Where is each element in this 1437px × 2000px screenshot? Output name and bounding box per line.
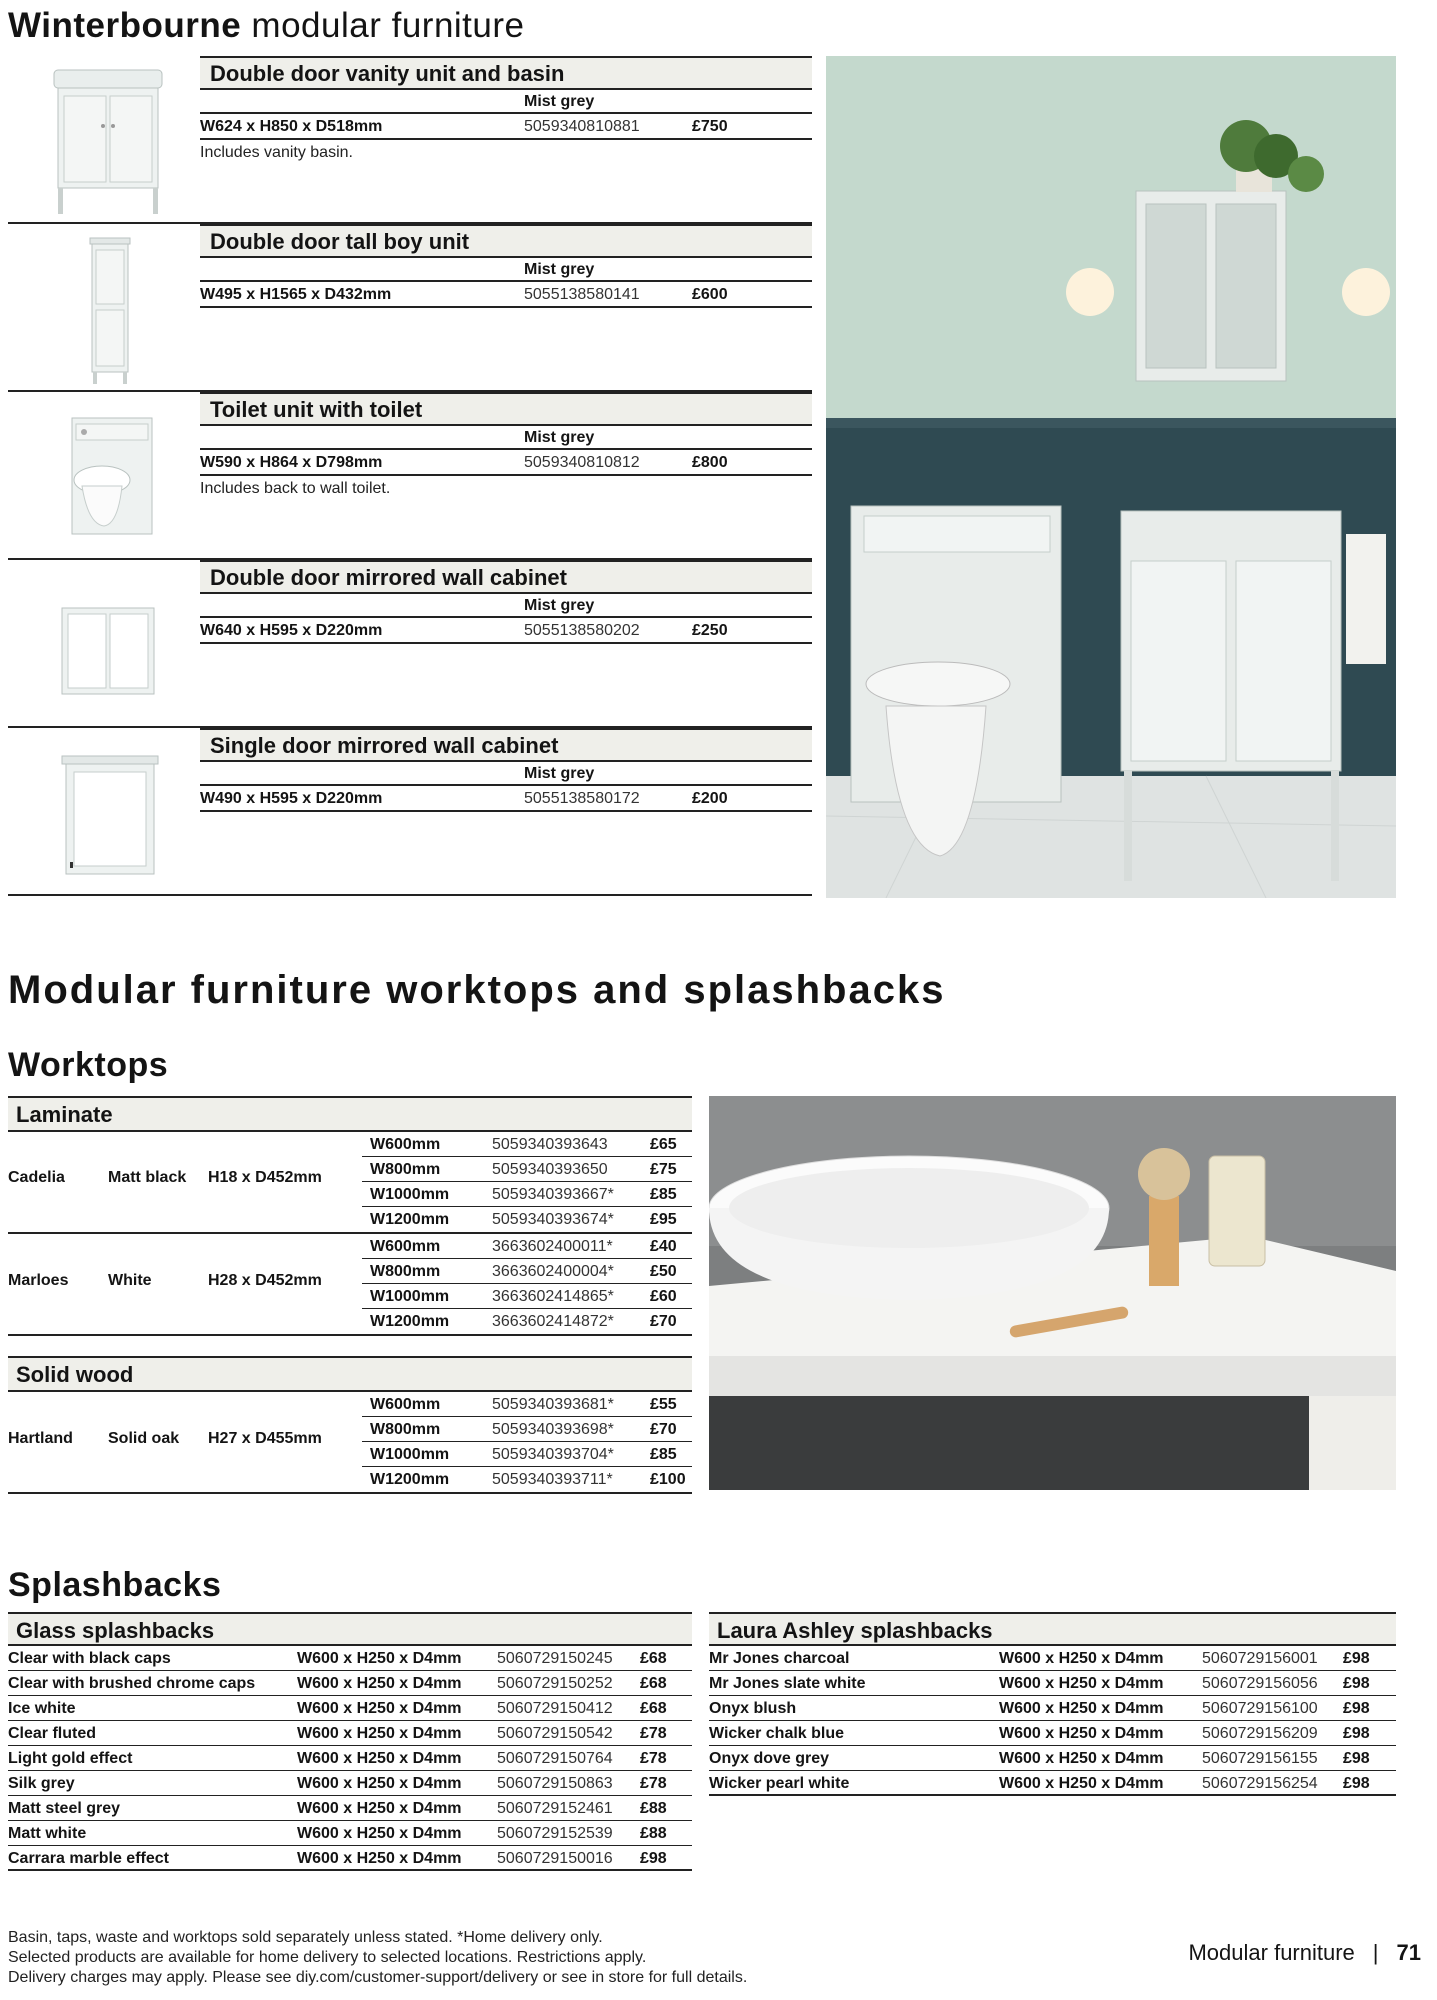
basin-worktop-photo — [709, 1096, 1396, 1490]
product-card[interactable] — [8, 392, 812, 560]
table-row: W600mm 5059340393681* £55 — [362, 1392, 692, 1417]
footer-line: Selected products are available for home delivery to selected locations. Restrictions apply. — [8, 1949, 647, 1966]
product-code: 5059340810881 — [524, 118, 640, 135]
solid-wood-label: Solid wood — [8, 1356, 692, 1392]
footer-section: Modular furniture — [1188, 1940, 1355, 1965]
table-row: W600mm 3663602400011* £40 — [362, 1234, 692, 1259]
table-row: Clear fluted W600 x H250 x D4mm 5060729150542 £78 — [8, 1721, 692, 1746]
laminate-label: Laminate — [8, 1096, 692, 1132]
footer-line: Delivery charges may apply. Please see diy.com/customer-support/delivery or see in store for full details. — [8, 1969, 748, 1986]
table-row: Onyx dove grey W600 x H250 x D4mm 5060729156155 £98 — [709, 1746, 1396, 1771]
product-dimensions: W590 x H864 x D798mm — [200, 454, 383, 471]
tall-boy-unit-image — [48, 236, 168, 386]
worktops-heading: Worktops — [8, 1046, 169, 1084]
product-name: Toilet unit with toilet — [200, 392, 812, 426]
worktop-name: Cadelia — [8, 1169, 65, 1186]
product-colour: Mist grey — [524, 93, 595, 110]
laura-ashley-splashbacks-label: Laura Ashley splashbacks — [709, 1612, 1396, 1646]
table-row: W1200mm 3663602414872* £70 — [370, 1313, 677, 1330]
glass-splashbacks-label: Glass splashbacks — [8, 1612, 692, 1646]
product-code: 5055138580172 — [524, 790, 640, 807]
bathroom-lifestyle-photo — [826, 56, 1396, 898]
worktop-name: Marloes — [8, 1272, 69, 1289]
product-price: £250 — [692, 622, 728, 639]
product-code: 5059340810812 — [524, 454, 640, 471]
table-row: Clear with black caps W600 x H250 x D4mm 5060729150245 £68 — [8, 1646, 692, 1671]
product-note: Includes back to wall toilet. — [200, 480, 391, 497]
glass-splashbacks-table — [8, 1612, 692, 1871]
table-row: Wicker chalk blue W600 x H250 x D4mm 5060729156209 £98 — [709, 1721, 1396, 1746]
product-name: Single door mirrored wall cabinet — [200, 728, 812, 762]
product-price: £750 — [692, 118, 728, 135]
product-dimensions: W624 x H850 x D518mm — [200, 118, 383, 135]
table-row: Mr Jones charcoal W600 x H250 x D4mm 5060729156001 £98 — [709, 1646, 1396, 1671]
product-dimensions: W490 x H595 x D220mm — [200, 790, 383, 807]
table-row: W800mm 5059340393698* £70 — [362, 1417, 692, 1442]
table-row: W800mm 5059340393650 £75 — [362, 1157, 692, 1182]
table-row: Carrara marble effect W600 x H250 x D4mm 5060729150016 £98 — [8, 1846, 692, 1871]
table-row: W1000mm 3663602414865* £60 — [362, 1284, 692, 1309]
laura-ashley-splashbacks-table — [709, 1612, 1396, 1796]
page-title-brand: Winterbourne — [8, 6, 242, 45]
table-row: Silk grey W600 x H250 x D4mm 5060729150863 £78 — [8, 1771, 692, 1796]
table-row: Light gold effect W600 x H250 x D4mm 5060729150764 £78 — [8, 1746, 692, 1771]
product-colour: Mist grey — [524, 597, 595, 614]
page-number: 71 — [1396, 1940, 1421, 1965]
toilet-unit-image — [48, 414, 168, 564]
page-title — [8, 6, 525, 46]
worktop-group — [8, 1234, 692, 1336]
product-code: 5055138580141 — [524, 286, 640, 303]
product-note: Includes vanity basin. — [200, 144, 353, 161]
table-row: Clear with brushed chrome caps W600 x H250 x D4mm 5060729150252 £68 — [8, 1671, 692, 1696]
worktop-size: H27 x D455mm — [208, 1430, 322, 1447]
product-colour: Mist grey — [524, 765, 595, 782]
footer-note — [8, 1928, 747, 1988]
single-mirror-cabinet-image — [48, 750, 168, 900]
table-row: Onyx blush W600 x H250 x D4mm 5060729156100 £98 — [709, 1696, 1396, 1721]
table-row: W800mm 3663602400004* £50 — [362, 1259, 692, 1284]
worktop-group — [8, 1132, 692, 1234]
solid-wood-table — [8, 1356, 692, 1494]
product-card[interactable] — [8, 224, 812, 392]
table-row: Matt white W600 x H250 x D4mm 5060729152539 £88 — [8, 1821, 692, 1846]
worktop-size: H28 x D452mm — [208, 1272, 322, 1289]
worktop-finish: Matt black — [108, 1169, 187, 1186]
splashbacks-heading: Splashbacks — [8, 1566, 222, 1604]
product-price: £200 — [692, 790, 728, 807]
table-row: W600mm 5059340393643 £65 — [362, 1132, 692, 1157]
worktop-finish: Solid oak — [108, 1430, 180, 1447]
table-row: W1000mm 5059340393667* £85 — [362, 1182, 692, 1207]
table-row: W1000mm 5059340393704* £85 — [362, 1442, 692, 1467]
section-title: Modular furniture worktops and splashbacks — [8, 968, 946, 1012]
product-dimensions: W640 x H595 x D220mm — [200, 622, 383, 639]
worktop-group — [8, 1392, 692, 1494]
table-row: W1200mm 5059340393711* £100 — [370, 1471, 686, 1488]
table-row: Matt steel grey W600 x H250 x D4mm 5060729152461 £88 — [8, 1796, 692, 1821]
product-card[interactable] — [8, 560, 812, 728]
product-price: £800 — [692, 454, 728, 471]
product-card[interactable] — [8, 56, 812, 224]
worktop-size: H18 x D452mm — [208, 1169, 322, 1186]
worktop-finish: White — [108, 1272, 152, 1289]
product-name: Double door tall boy unit — [200, 224, 812, 258]
page-title-rest: modular furniture — [251, 6, 525, 45]
product-colour: Mist grey — [524, 429, 595, 446]
footer-separator: | — [1372, 1940, 1379, 1965]
product-code: 5055138580202 — [524, 622, 640, 639]
product-name: Double door mirrored wall cabinet — [200, 560, 812, 594]
table-row: Ice white W600 x H250 x D4mm 5060729150412 £68 — [8, 1696, 692, 1721]
product-name: Double door vanity unit and basin — [200, 56, 812, 90]
product-dimensions: W495 x H1565 x D432mm — [200, 286, 392, 303]
table-row: Mr Jones slate white W600 x H250 x D4mm 5060729156056 £98 — [709, 1671, 1396, 1696]
laminate-table — [8, 1096, 692, 1336]
worktop-name: Hartland — [8, 1430, 73, 1447]
product-colour: Mist grey — [524, 261, 595, 278]
table-row: Wicker pearl white W600 x H250 x D4mm 5060729156254 £98 — [709, 1771, 1396, 1796]
footer-page-label — [1188, 1940, 1421, 1966]
vanity-unit-image — [48, 66, 168, 216]
product-price: £600 — [692, 286, 728, 303]
footer-line: Basin, taps, waste and worktops sold separately unless stated. *Home delivery only. — [8, 1929, 603, 1946]
table-row: W1200mm 5059340393674* £95 — [370, 1211, 677, 1228]
product-card[interactable] — [8, 728, 812, 896]
